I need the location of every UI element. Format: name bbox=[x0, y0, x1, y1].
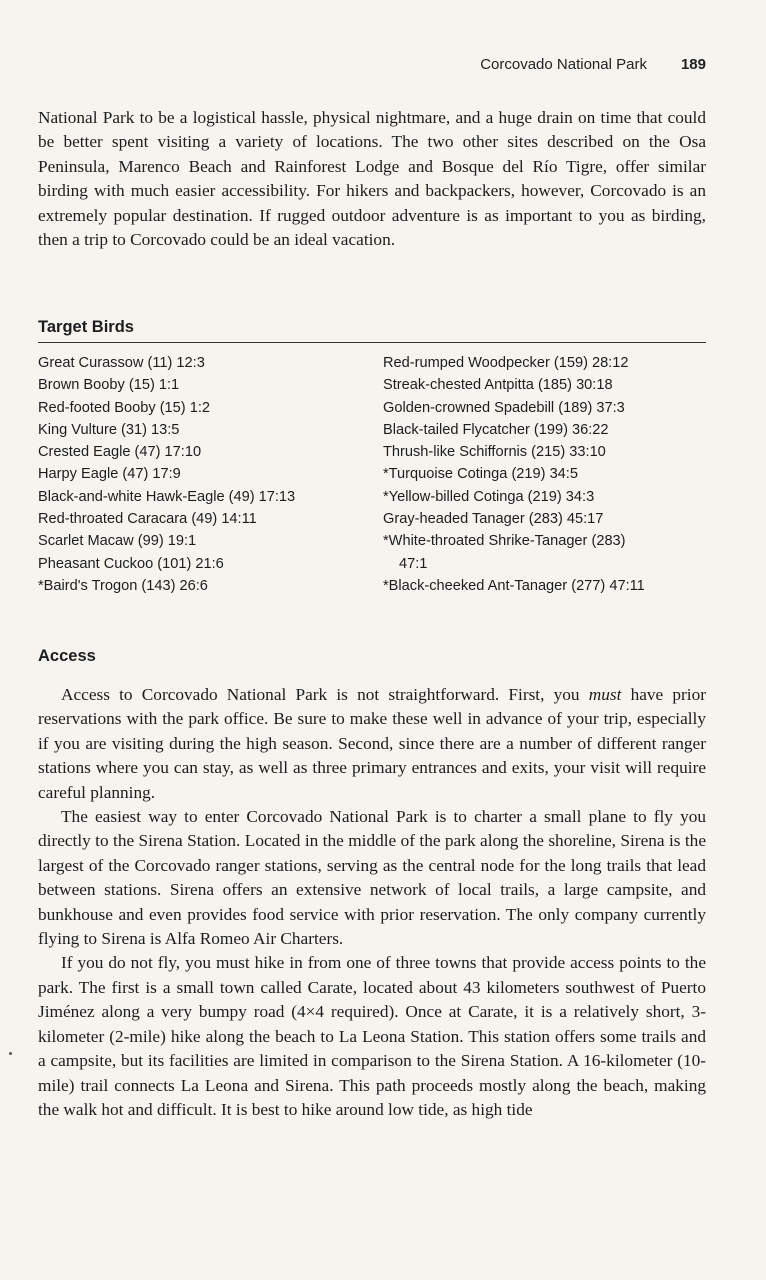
birds-right-column bbox=[383, 352, 706, 597]
bird-entry: Red-rumped Woodpecker (159) 28:12 bbox=[383, 355, 629, 371]
birds-left-column bbox=[38, 352, 383, 597]
access-section bbox=[38, 683, 706, 1122]
intro-paragraph: National Park to be a logistical hassle, physical nightmare, and a huge drain on time that could be better spent visiting a variety of locations. The two other sites described on the Osa Peninsula, Marenco Beach and Rainforest Lodge and Bosque del Río Tigre, offer similar birding with much easier accessibility. For hikers and backpackers, however, Corcovado is an extremely popular destination. If rugged outdoor adventure is as important to you as birding, then a trip to Corcovado could be an ideal vacation. bbox=[38, 108, 706, 250]
bird-entry: *Yellow-billed Cotinga (219) 34:3 bbox=[383, 488, 595, 505]
bird-entry: Streak-chested Antpitta (185) 30:18 bbox=[383, 377, 613, 394]
bird-entry: King Vulture (31) 13:5 bbox=[38, 421, 180, 438]
bird-entry: Red-footed Booby (15) 1:2 bbox=[38, 399, 210, 416]
page-number: 189 bbox=[680, 56, 706, 73]
bird-entry: Golden-crowned Spadebill (189) 37:3 bbox=[383, 399, 625, 416]
access-p1-text-b: have prior reservations with the park office. Be sure to make these well in advance of your trip, especially if you are visiting during the high season. Second, since there are a number of different ranger stations where you can stay, as well as three primary entrances and exits, your visit will require careful planning. bbox=[38, 685, 706, 802]
target-birds-heading: Target Birds bbox=[38, 318, 706, 343]
book-page bbox=[38, 0, 706, 1280]
access-heading: Access bbox=[38, 647, 96, 665]
bird-entry: *Black-cheeked Ant-Tanager (277) 47:11 bbox=[383, 577, 645, 594]
bird-entry: Black-and-white Hawk-Eagle (49) 17:13 bbox=[38, 488, 296, 505]
bird-entry: *Turquoise Cotinga (219) 34:5 bbox=[383, 466, 578, 483]
bird-entry: Gray-headed Tanager (283) 45:17 bbox=[383, 511, 604, 528]
bird-entry: Crested Eagle (47) 17:10 bbox=[38, 444, 202, 461]
bird-entry: Thrush-like Schiffornis (215) 33:10 bbox=[383, 444, 606, 461]
access-p1-text-a: Access to Corcovado National Park is not straightforward. First, you bbox=[61, 685, 589, 704]
running-header bbox=[480, 56, 706, 73]
bird-entry: *Baird's Trogon (143) 26:6 bbox=[38, 577, 208, 594]
bird-entry: Great Curassow (11) 12:3 bbox=[38, 355, 205, 371]
access-p1-emphasis: must bbox=[588, 685, 622, 704]
access-paragraph-1 bbox=[38, 683, 706, 805]
access-paragraph-2: The easiest way to enter Corcovado National Park is to charter a small plane to fly you directly to the Sirena Station. Located in the middle of the park along the shoreline, Sirena is the largest of the Corcovado ranger stations, serving as the central node for the long trails that lead between stations. Sirena offers an extensive network of local trails, a large campsite, and bunkhouse and even provides food service with prior reservation. The only company currently flying to Sirena is Alfa Romeo Air Charters. bbox=[38, 807, 706, 949]
bird-entry-continuation: 47:1 bbox=[399, 555, 428, 572]
bird-entry: Red-throated Caracara (49) 14:11 bbox=[38, 511, 257, 528]
bird-entry: Harpy Eagle (47) 17:9 bbox=[38, 466, 181, 483]
bird-entry: Black-tailed Flycatcher (199) 36:22 bbox=[383, 421, 609, 438]
bird-entry: *White-throated Shrike-Tanager (283) bbox=[383, 533, 626, 550]
bird-entry: Brown Booby (15) 1:1 bbox=[38, 377, 180, 394]
access-paragraph-3: If you do not fly, you must hike in from one of three towns that provide access points to the park. The first is a small town called Carate, located about 43 kilometers southwest of Puerto Jiménez along a very bumpy road (4×4 required). Once at Carate, it is a relatively short, 3-kilometer (2-mile) hike along the beach to La Leona Station. This station offers some trails and a campsite, but its facilities are limited in comparison to the Sirena Station. A 16-kilometer (10-mile) trail connects La Leona and Sirena. This path proceeds mostly along the beach, making the walk hot and difficult. It is best to hike around low tide, as high tide bbox=[38, 953, 706, 1119]
margin-dot bbox=[9, 1052, 12, 1055]
bird-entry: Pheasant Cuckoo (101) 21:6 bbox=[38, 555, 224, 572]
running-title: Corcovado National Park bbox=[480, 56, 647, 73]
target-birds-list bbox=[38, 352, 706, 597]
bird-entry: Scarlet Macaw (99) 19:1 bbox=[38, 533, 197, 550]
